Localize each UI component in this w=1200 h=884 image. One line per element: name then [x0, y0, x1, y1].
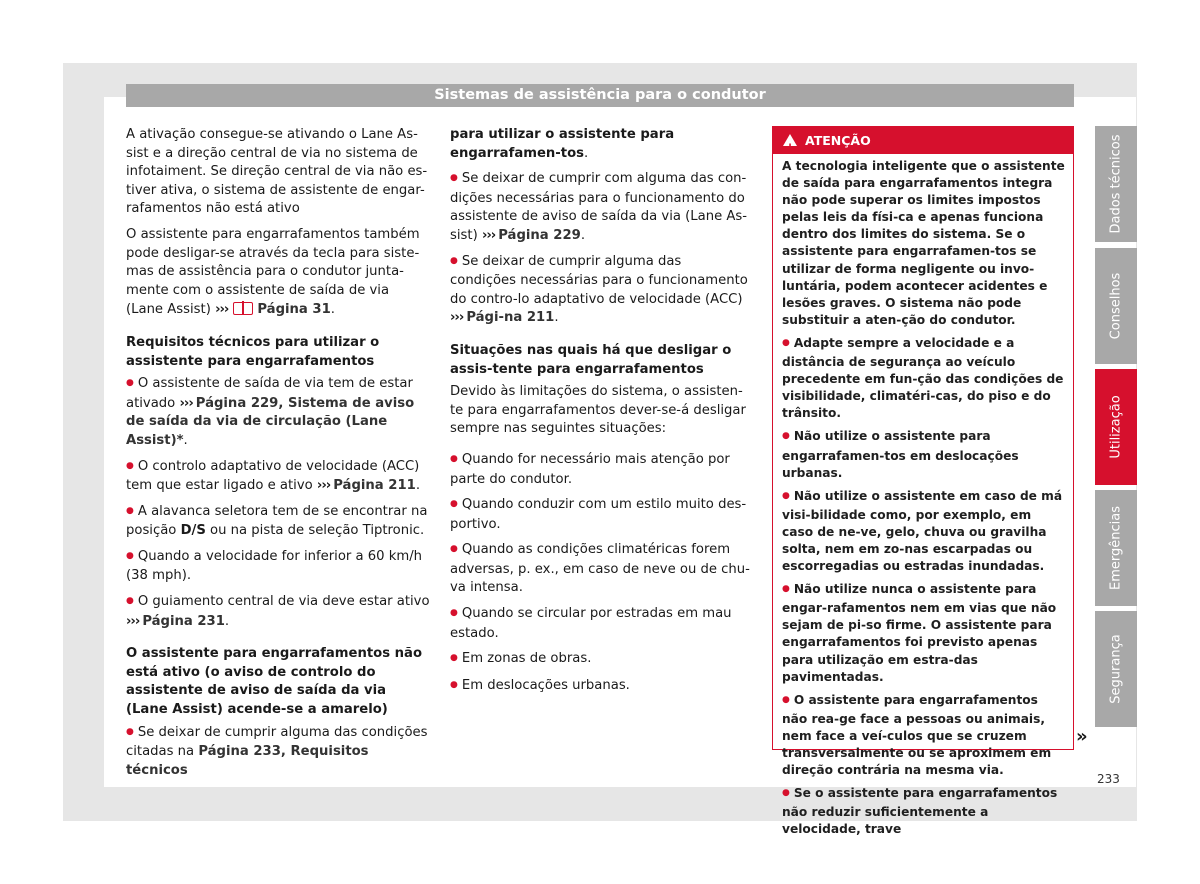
bullet-text: Se deixar de cumprir alguma das condições necessárias para o funcionamento do contro-lo adaptativo de velocidade (ACC) [450, 253, 748, 307]
section-heading: Situações nas quais há que desligar o assis-tente para engarrafamentos [450, 342, 732, 377]
bullet-text: Se deixar de cumprir alguma das condições citadas na [126, 724, 428, 760]
bullet-text: O controlo adaptativo de velocidade (ACC) tem que estar ligado e ativo [126, 458, 420, 494]
page-link[interactable]: Página 233, Requisitos técnicos [126, 744, 369, 778]
punctuation: . [583, 145, 589, 161]
warning-box [772, 126, 1074, 837]
warning-item: ● Não utilize o assistente em caso de má visi-bilidade como, por exemplo, em caso de ne-ve, gelo, chuva ou gravilha solta, nem em zo-nas escarpadas ou escorregadias ou estradas inundadas. [782, 488, 1065, 575]
warning-item: ● Não utilize nunca o assistente para engar-rafamentos nem em vias que não sejam de pi-so firme. O assistente para engarrafamentos foi previsto apenas para utilização em estra-das pavimentadas. [782, 581, 1065, 686]
bullet-item [450, 253, 750, 328]
column-2 [450, 126, 750, 703]
reference-arrow: ››› [126, 613, 140, 629]
warning-item: ● Se o assistente para engarrafamentos não reduzir suficientemente a velocidade, trave [782, 785, 1065, 838]
bullet-text: Se deixar de cumprir com alguma das con-dições necessárias para o funcionamento do assistente de aviso de saída da via (Lane As-sist) [450, 171, 748, 243]
list-item: ● Quando as condições climatéricas forem adversas, p. ex., em caso de neve ou de chu-va intensa. [450, 541, 750, 598]
bullet-item [126, 503, 430, 541]
warning-item: ● O assistente para engarrafamentos não rea-ge face a pessoas ou animais, nem face a veí-culos que se cruzem transversalmente ou se aproximem em direção contrária na mesma via. [782, 692, 1065, 779]
punctuation: . [554, 310, 559, 326]
page-number: 233 [1097, 772, 1120, 786]
reference-arrow: ››› [316, 478, 331, 494]
list-item: ● Quando for necessário mais atenção por parte do condutor. [450, 451, 750, 489]
bullet-item: ● Quando a velocidade for inferior a 60 km/h (38 mph). [126, 548, 430, 586]
tab-utilizacao[interactable] [1095, 369, 1137, 485]
tab-label: Dados técnicos [1108, 134, 1124, 234]
section-heading: O assistente para engarrafamentos não está ativo (o aviso de controlo do assistente de aviso de saída da via (Lane Assist) acende-se a amarelo) [126, 646, 423, 718]
punctuation: . [330, 302, 335, 318]
warning-item: ● Não utilize o assistente para engarrafamen-tos em deslocações urbanas. [782, 428, 1065, 481]
tab-label: Conselhos [1108, 272, 1124, 340]
paragraph: A ativação consegue-se ativando o Lane As-sist e a direção central de via no sistema de infotaiment. Se direção central de via não es-tiver ativa, o sistema de assistente de engar-rafamentos não está ativo [126, 127, 428, 217]
warning-title: ATENÇÃO [805, 133, 871, 148]
page-link[interactable]: Página 31 [257, 302, 331, 318]
warning-intro: A tecnologia inteligente que o assistente de saída para engarrafamentos integra não pode superar os limites impostos pelas leis da físi-ca e apenas funciona dentro dos limites do sistema. Se o assistente para engarrafamen-tos se utilizar de forma negligente ou invo-luntária, podem acontecer acidentes e lesões graves. O sistema não pode substituir a aten-ção do condutor. [782, 159, 1065, 327]
reference-arrow: ››› [450, 310, 464, 326]
list-item: ● Em zonas de obras. [450, 650, 750, 670]
bullet-item [126, 724, 430, 781]
list-item: ● Quando se circular por estradas em mau estado. [450, 605, 750, 643]
punctuation: . [580, 227, 586, 243]
bullet-text: O guiamento central de via deve estar ativo [137, 594, 430, 610]
punctuation: . [224, 613, 230, 629]
continue-arrow-icon: » [1076, 726, 1088, 747]
reference-arrow: ››› [481, 227, 496, 243]
warning-triangle-icon [783, 134, 797, 146]
warning-item: ● Adapte sempre a velocidade e a distância de segurança ao veículo precedente em fun-ção das condições de visibilidade, climatéri-cas, do piso e do trânsito. [782, 335, 1065, 422]
bullet-item [450, 170, 750, 245]
page-link[interactable]: Página 229, Sistema de aviso de saída da via de circulação (Lane Assist)* [126, 395, 415, 448]
column-1 [126, 126, 430, 787]
paragraph: Devido às limitações do sistema, o assisten-te para engarrafamentos dever-se-á desligar sempre nas seguintes situações: [450, 384, 746, 437]
section-heading: Requisitos técnicos para utilizar o assistente para engarrafamentos [126, 334, 380, 369]
bullet-item [126, 375, 430, 450]
tab-label: Utilização [1108, 395, 1124, 459]
page-link[interactable]: Página 231 [142, 613, 225, 629]
list-item: ● Quando conduzir com um estilo muito des-portivo. [450, 496, 750, 534]
bullet-item [126, 458, 430, 496]
page-link[interactable]: Página 229 [498, 227, 581, 243]
tab-label: Emergências [1108, 506, 1124, 590]
bullet-item [126, 593, 430, 631]
bullet-text: ou na pista de seleção Tiptronic. [210, 523, 425, 539]
punctuation: . [415, 478, 421, 494]
tab-conselhos[interactable] [1095, 248, 1137, 364]
tab-emergencias[interactable] [1095, 490, 1137, 606]
reference-arrow: ››› [179, 395, 193, 411]
list-item: ● Em deslocações urbanas. [450, 677, 750, 697]
paragraph [450, 126, 750, 163]
tab-seguranca[interactable] [1095, 611, 1137, 727]
bold-text: para utilizar o assistente para engarrafamen-tos [450, 127, 675, 161]
page-link[interactable]: Página 211 [333, 478, 416, 494]
bullet-text: O assistente de saída de via tem de estar ativado [126, 376, 413, 411]
tab-label: Segurança [1108, 634, 1124, 704]
section-header: Sistemas de assistência para o condutor [126, 84, 1074, 107]
bullet-text: A alavanca seletora tem de se encontrar na posição [126, 503, 428, 539]
reference-arrow: ››› [215, 302, 229, 318]
paragraph-text: O assistente para engarrafamentos também pode desligar-se através da tecla para siste-mas de assistência para o condutor junta-mente com o assistente de saída de via (Lane Assist) [126, 226, 420, 318]
book-reference-icon [233, 302, 253, 315]
warning-header [773, 127, 1073, 154]
punctuation: . [183, 432, 188, 448]
bold-value: D/S [180, 523, 206, 539]
page-link[interactable]: Pági-na 211 [466, 310, 555, 326]
paragraph [126, 226, 430, 320]
warning-body [773, 154, 1073, 838]
tab-dados-tecnicos[interactable] [1095, 126, 1137, 242]
